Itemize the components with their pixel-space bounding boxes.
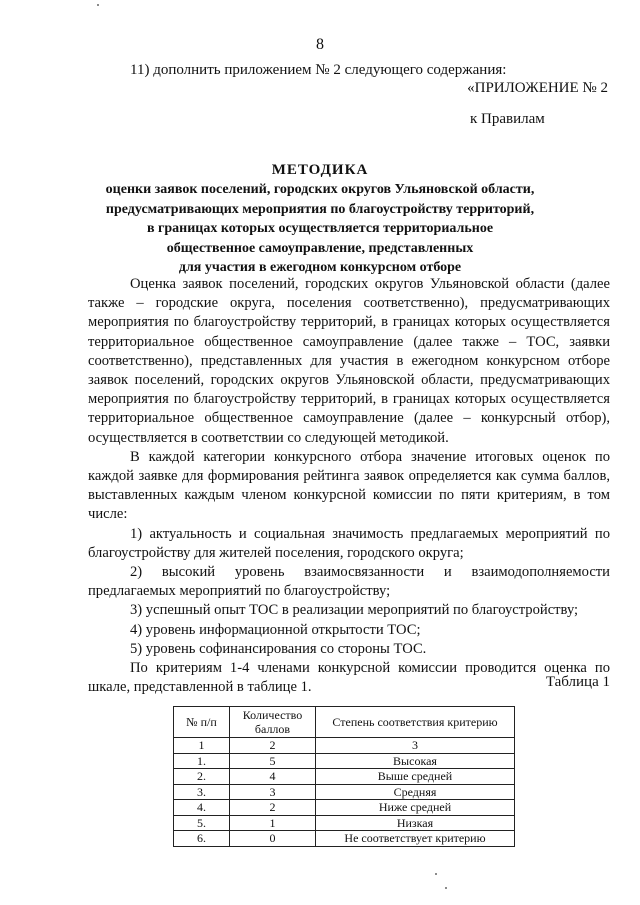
scan-speck — [445, 887, 447, 889]
cell-compliance: Высокая — [316, 753, 515, 769]
title: МЕТОДИКА — [271, 162, 369, 178]
cell-points: 0 — [230, 831, 316, 847]
cell-compliance: Низкая — [316, 815, 515, 831]
criterion-item: 3) успешный опыт ТОС в реализации мероприятий по благоустройству; — [130, 602, 579, 619]
cell-number: 2. — [174, 769, 230, 785]
cell-points: 1 — [230, 815, 316, 831]
cell-points: 5 — [230, 753, 316, 769]
table-caption: Таблица 1 — [545, 674, 610, 690]
cell-points: 2 — [230, 738, 316, 754]
document-title — [80, 160, 560, 278]
paragraph: В каждой категории конкурсного отбора значение итоговых оценок по каждой заявке для формирования рейтинга заявок определяется как сумма баллов, выставленных каждым членом конкурсной комиссии по пяти критериям, в том числе: — [88, 448, 610, 523]
appendix-label: «ПРИЛОЖЕНИЕ № 2 — [467, 80, 608, 96]
criteria-table — [173, 706, 515, 847]
cell-number: 3. — [174, 784, 230, 800]
table-row — [174, 800, 515, 816]
cell-compliance: Не соответствует критерию — [316, 831, 515, 847]
cell-compliance: Выше средней — [316, 769, 515, 785]
paragraph: Оценка заявок поселений, городских округов Ульяновской области (далее также – городские округа, поселения соответственно), предусматривающих мероприятия по благоустройству территорий, в границах которых осуществляется территориальное общественное самоуправление (далее также – ТОС, заявки соответственно), представленных для участия в ежегодном конкурсном отборе заявок поселений, городских округов Ульяновской области, предусматривающих мероприятия по благоустройству территорий, в границах которых осуществляется территориальное общественное самоуправление (далее – конкурсный отбор), осуществляется в соответствии со следующей методикой. — [88, 276, 610, 446]
cell-points: 3 — [230, 784, 316, 800]
cell-number: 5. — [174, 815, 230, 831]
table-row — [174, 738, 515, 754]
subtitle-line: в границах которых осуществляется территориальное — [146, 221, 494, 236]
cell-number: 6. — [174, 831, 230, 847]
cell-compliance: Средняя — [316, 784, 515, 800]
table-header-row — [174, 707, 515, 738]
table-row — [174, 784, 515, 800]
to-rules-label: к Правилам — [470, 111, 545, 127]
criterion-item: 4) уровень информационной открытости ТОС; — [130, 621, 421, 638]
cell-number: 4. — [174, 800, 230, 816]
cell-points: 4 — [230, 769, 316, 785]
header-compliance: Степень соответствия критерию — [316, 707, 515, 738]
cell-number: 1. — [174, 753, 230, 769]
page-number: 8 — [316, 36, 324, 53]
table-row — [174, 753, 515, 769]
paragraph: По критериям 1-4 членами конкурсной комиссии проводится оценка по шкале, представленной в таблице 1. — [88, 660, 610, 696]
header-points: Количество баллов — [230, 707, 316, 738]
body-text — [88, 275, 610, 697]
criterion-item: 5) уровень софинансирования со стороны ТОС. — [130, 640, 427, 657]
table-row — [174, 831, 515, 847]
subtitle-line: оценки заявок поселений, городских округов Ульяновской области, — [105, 182, 535, 197]
criterion-item: 1) актуальность и социальная значимость предлагаемых мероприятий по благоустройству для жителей поселения, городского округа; — [88, 525, 610, 561]
criterion-item: 2) высокий уровень взаимосвязанности и взаимодополняемости предлагаемых мероприятий по благоустройству; — [88, 564, 610, 600]
cell-points: 2 — [230, 800, 316, 816]
subtitle-line: для участия в ежегодном конкурсном отборе — [178, 260, 462, 275]
table-row — [174, 815, 515, 831]
subtitle-line: общественное самоуправление, представленных — [166, 240, 474, 256]
intro-line: 11) дополнить приложением № 2 следующего содержания: — [130, 62, 507, 78]
table-row — [174, 769, 515, 785]
cell-compliance: 3 — [316, 738, 515, 754]
scan-speck — [97, 4, 99, 6]
header-number: № п/п — [174, 707, 230, 738]
cell-compliance: Ниже средней — [316, 800, 515, 816]
scan-speck — [435, 873, 437, 875]
subtitle-line: предусматривающих мероприятия по благоустройству территорий, — [105, 201, 535, 217]
cell-number: 1 — [174, 738, 230, 754]
